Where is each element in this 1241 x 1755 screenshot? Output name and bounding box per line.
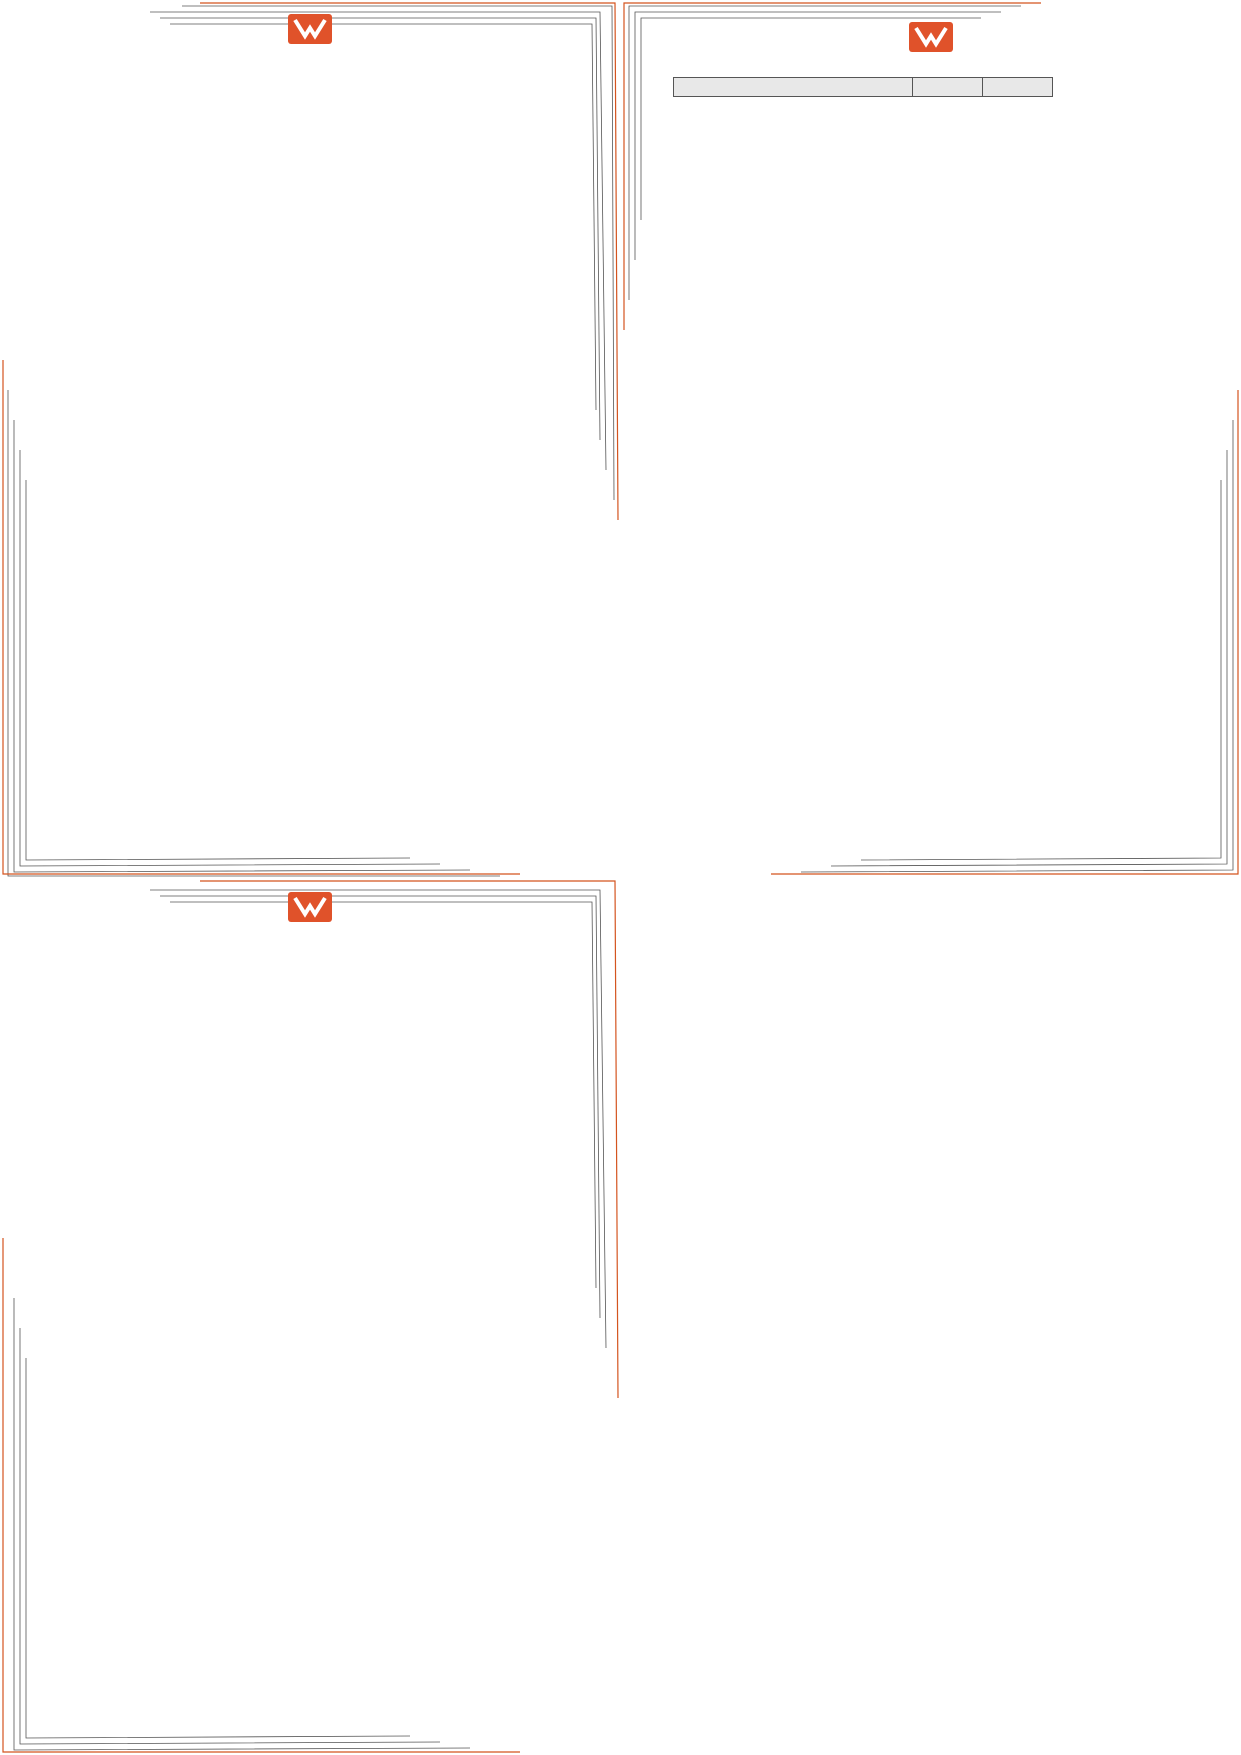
page-border-decoration [0, 878, 620, 1755]
warrix-logo-icon [288, 892, 332, 922]
warrix-logo [891, 22, 971, 53]
page-1 [0, 0, 620, 877]
warrix-logo [270, 892, 350, 923]
page-3 [0, 878, 620, 1755]
warrix-logo-icon [288, 14, 332, 44]
page-border-decoration [0, 0, 620, 877]
table-header [674, 78, 913, 97]
page-2 [621, 0, 1241, 877]
warrix-logo [270, 14, 350, 45]
warrix-logo-icon [909, 22, 953, 52]
financial-summary-table [673, 77, 1053, 97]
table-header [983, 78, 1053, 97]
table-header [913, 78, 983, 97]
page-border-decoration [621, 0, 1241, 877]
